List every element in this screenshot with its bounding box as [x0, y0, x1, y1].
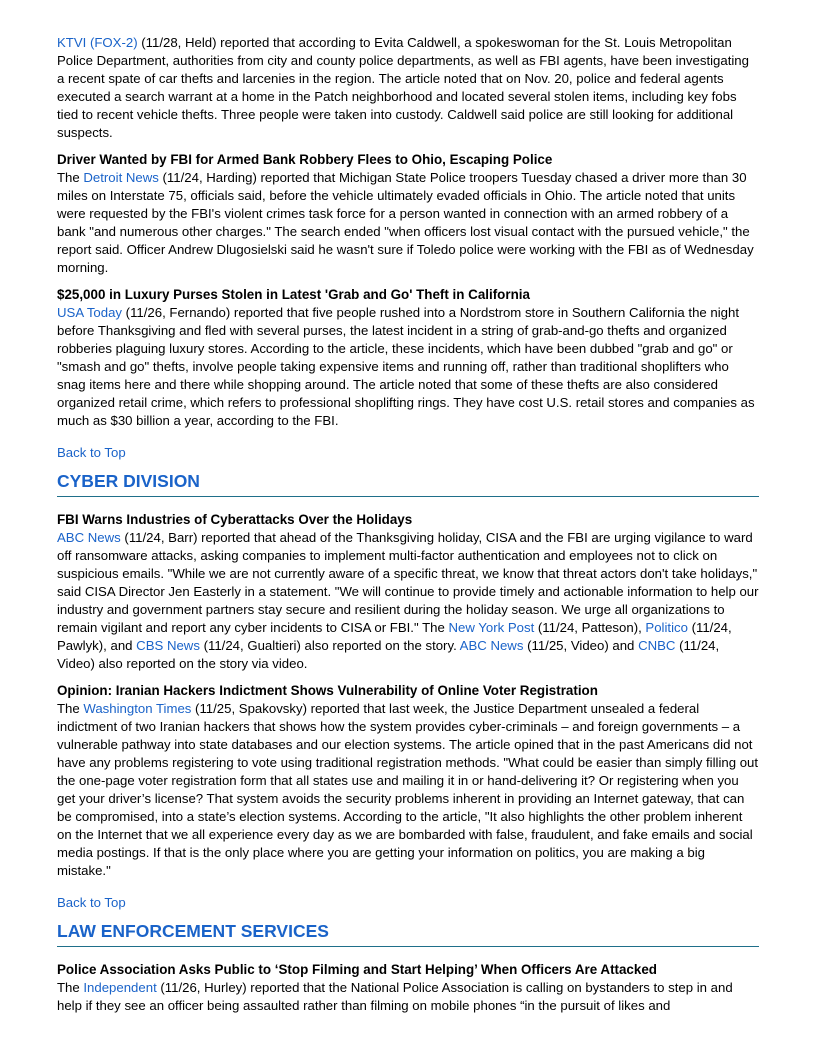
article-body: (11/26, Hurley) reported that the National Police Association is calling on bystanders to step in and help if they see an officer being assaulted rather than filming on mobile phones “in the pursuit of likes and	[57, 980, 733, 1013]
document-page	[57, 34, 759, 1024]
section-title-law-enforcement: LAW ENFORCEMENT SERVICES	[57, 920, 759, 947]
back-to-top-link[interactable]: Back to Top	[57, 445, 126, 460]
article-cyberattacks-holidays: ABC News (11/24, Barr) reported that ahead of the Thanksgiving holiday, CISA and the FBI are urging vigilance to ward off ransomware attacks, asking companies to implement multi-factor authentication and employees not to click on suspicious emails. "While we are not currently aware of a specific threat, we know that threat actors don't take holidays," said CISA Director Jen Easterly in a statement. "We will continue to provide timely and actionable information to help our industry and government partners stay secure and resilient during the holiday season. We urge all organizations to remain vigilant and report any cyber incidents to CISA or FBI." The New York Post (11/24, Patteson), Politico (11/24, Pawlyk), and CBS News (11/24, Gualtieri) also reported on the story. ABC News (11/25, Video) and CNBC (11/24, Video) also reported on the story via video.	[57, 530, 759, 671]
article-ktvi	[57, 34, 759, 142]
back-to-top-link-2[interactable]: Back to Top	[57, 895, 126, 910]
source-link-politico[interactable]: Politico	[645, 620, 688, 635]
source-link-detroit-news[interactable]: Detroit News	[83, 170, 159, 185]
headline-luxury-purses: $25,000 in Luxury Purses Stolen in Latest 'Grab and Go' Theft in California	[57, 287, 530, 302]
article-iranian-hackers: The Washington Times (11/25, Spakovsky) reported that last week, the Justice Department unsealed a federal indictment of two Iranian hackers that shows how the system provides cyber-criminals – and foreign governments – a vulnerable pathway into state databases and our election systems. The article opined that in the past Americans did not have any problems registering to vote using traditional registration methods. "What could be easier than simply filling out the one-page voter registration form that all states use and mailing it in or hand-delivering it? Or registering when you get your driver’s license? That system avoids the security problems inherent in providing an Internet gateway, that can be compromised, into a state’s election systems. According to the article, "It also highlights the other problem inherent on the Internet that we all experience every day as we are bombarded with false, fraudulent, and fake emails and social media postings. If that is the only place where you are getting your information on politics, you are making a big mistake."	[57, 701, 759, 878]
headline-driver-wanted: Driver Wanted by FBI for Armed Bank Robbery Flees to Ohio, Escaping Police	[57, 152, 553, 167]
article-driver-wanted: The Detroit News (11/24, Harding) reported that Michigan State Police troopers Tuesday chased a driver more than 30 miles on Interstate 75, officials said, before the vehicle ultimately evaded officials in Ohio. The article noted that units were requested by the FBI's violent crimes task force for a person wanted in connection with an armed robbery of a bank "and numerous other charges." The search ended "when officers lost visual contact with the pursued vehicle," the report said. Officer Andrew Dlugosielski said he wasn't sure if Toledo police were working with the FBI as of Wednesday morning.	[57, 170, 754, 275]
headline-iranian-hackers: Opinion: Iranian Hackers Indictment Shows Vulnerability of Online Voter Registration	[57, 683, 598, 698]
article-body: (11/25, Spakovsky) reported that last week, the Justice Department unsealed a federal indictment of two Iranian hackers that shows how the system provides cyber-criminals – and foreign governments – a vulnerable pathway into state databases and our election systems. The article opined that in the past Americans did not have any problems registering to vote using traditional registration methods. "What could be easier than simply filling out the one-page voter registration form that all states use and mailing it in or hand-delivering it? Or registering when you get your driver’s license? That system avoids the security problems inherent in providing an Internet gateway, that can be compromised, into a state’s election systems. According to the article, "It also highlights the other problem inherent on the Internet that we all experience every day as we are bombarded with false, fraudulent, and fake emails and social media postings. If that is the only place where you are getting your information on politics, you are making a big mistake."	[57, 701, 759, 878]
source-link-washington-times[interactable]: Washington Times	[83, 701, 192, 716]
article-body: (11/28, Held) reported that according to Evita Caldwell, a spokeswoman for the St. Louis Metropolitan Police Department, authorities from city and county police departments, as well as FBI agents, have been investigating a recent spate of car thefts and larcenies in the region. The article noted that on Nov. 20, police and federal agents executed a search warrant at a home in the Patch neighborhood and located several stolen items, including key fobs tied to recent vehicle thefts. Three people were taken into custody. Caldwell said police are still looking for additional suspects.	[57, 35, 749, 140]
article-body: (11/24, Harding) reported that Michigan State Police troopers Tuesday chased a driver more than 30 miles on Interstate 75, officials said, before the vehicle ultimately evaded officials in Ohio. The article noted that units were requested by the FBI's violent crimes task force for a person wanted in connection with an armed robbery of a bank "and numerous other charges." The search ended "when officers lost visual contact with the pursued vehicle," the report said. Officer Andrew Dlugosielski said he wasn't sure if Toledo police were working with the FBI as of Wednesday morning.	[57, 170, 754, 275]
section-title-cyber: CYBER DIVISION	[57, 470, 759, 497]
source-link-new-york-post[interactable]: New York Post	[448, 620, 535, 635]
headline-police-association: Police Association Asks Public to ‘Stop Filming and Start Helping’ When Officers Are Attacked	[57, 962, 657, 977]
headline-cyberattacks-holidays: FBI Warns Industries of Cyberattacks Over the Holidays	[57, 512, 413, 527]
source-link-cnbc[interactable]: CNBC	[638, 638, 676, 653]
source-link-abc-news-video[interactable]: ABC News	[459, 638, 524, 653]
source-link-ktvi[interactable]: KTVI (FOX-2)	[57, 35, 138, 50]
source-link-cbs-news[interactable]: CBS News	[136, 638, 200, 653]
article-luxury-purses	[57, 304, 759, 430]
source-link-independent[interactable]: Independent	[83, 980, 157, 995]
source-link-abc-news[interactable]: ABC News	[57, 530, 121, 545]
source-link-usa-today[interactable]: USA Today	[57, 305, 123, 320]
article-body: (11/26, Fernando) reported that five people rushed into a Nordstrom store in Southern California the night before Thanksgiving and fled with several purses, the latest incident in a string of grab-and-go thefts and organized robberies plaguing luxury stores. According to the article, these incidents, which have been dubbed "grab and go" or "smash and go" thefts, involve people taking expensive items and running off, rather than traditional shoplifters who snag items here and there while shopping around. The article noted that some of these thefts are also considered organized retail crime, which refers to professional shoplifting rings. They have cost U.S. retail stores and companies as much as $30 billion a year, according to the FBI.	[57, 305, 755, 428]
article-police-association: The Independent (11/26, Hurley) reported that the National Police Association is calling on bystanders to step in and help if they see an officer being assaulted rather than filming on mobile phones “in the pursuit of likes and	[57, 980, 733, 1013]
